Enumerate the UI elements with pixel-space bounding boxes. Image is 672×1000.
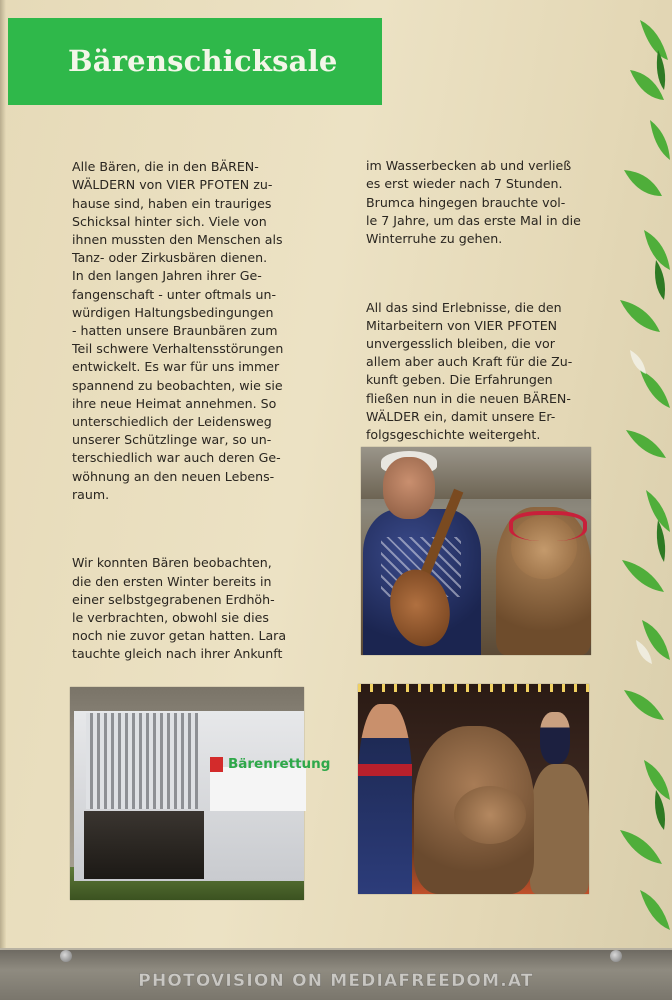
page-title: Bärenschicksale	[68, 44, 338, 78]
bear-figure	[414, 726, 534, 894]
right-paragraph-2: All das sind Erlebnisse, die den Mitarbeitern von VIER PFOTEN unvergesslich bleiben, die vor allem aber auch Kraft für die Zu- kunft geben. Die Erfahrungen fließen nun in die neuen BÄREN- WÄLDER ein, damit unsere Er- folgsgeschichte weitergeht.	[366, 299, 573, 443]
left-paragraph-2: Wir konnten Bären beobachten, die den ersten Winter bereits in einer selbstgegrabenen Erdhöh- le verbrachten, obwohl sie dies noch nie zuvor getan hatten. Lara tauchte gleich nach ihrer Ankunft	[72, 555, 287, 662]
crate-door	[84, 811, 204, 879]
crate-bars	[86, 713, 198, 809]
board-edge-shadow	[0, 0, 6, 950]
photo-musician-with-bear	[361, 447, 591, 655]
screw-icon	[60, 950, 72, 962]
crate-sign-text: Bärenrettung	[228, 756, 331, 772]
leaf-decoration	[600, 0, 672, 950]
photo-rescue-crate	[70, 687, 331, 900]
left-paragraph-1: Alle Bären, die in den BÄREN- WÄLDERN von VIER PFOTEN zu- hause sind, haben ein trauriges Schicksal hinter sich. Viele von ihnen mussten den Menschen als Tanz- oder Zirkusbären dienen. In den langen Jahren ihrer Ge- fangenschaft - unter oftmals un- würdigen Haltungsbedingungen - hatten unsere Braunbären zum Teil schwere Verhaltensstörungen entwickelt. Es war für uns immer spannend zu beobachten, wie sie ihre neue Heimat annehmen. So unterschiedlich der Leidensweg unserer Schützlinge war, so un- terschiedlich war auch deren Ge- wöhnung an den neuen Lebens- raum.	[72, 159, 284, 502]
circus-trainer	[358, 704, 412, 894]
photo-circus-bear	[358, 684, 589, 894]
right-paragraph-1: im Wasserbecken ab und verließ es erst wieder nach 7 Stunden. Brumca hingegen brauchte vol- le 7 Jahre, um das erste Mal in die Winterruhe zu gehen.	[366, 158, 581, 247]
four-paws-logo-icon	[210, 757, 223, 772]
left-text-column	[72, 140, 322, 682]
screw-icon	[610, 950, 622, 962]
watermark: PHOTOVISION ON MEDIAFREEDOM.AT	[138, 971, 534, 991]
right-text-column	[366, 139, 606, 462]
